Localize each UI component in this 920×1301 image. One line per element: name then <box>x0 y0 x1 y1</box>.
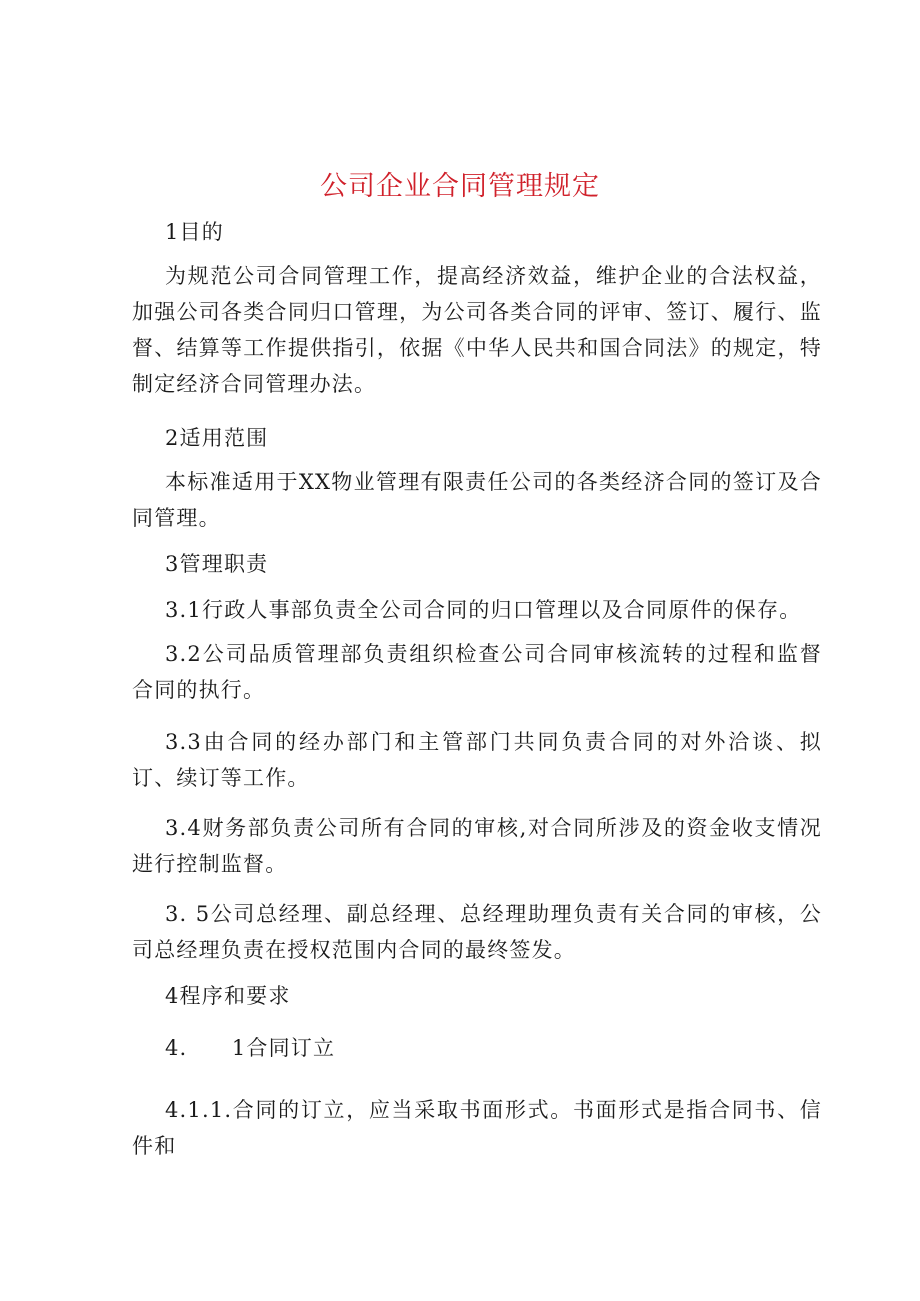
section-body-scope: 本标准适用于XX物业管理有限责任公司的各类经济合同的签订及合同管理。 <box>132 470 822 530</box>
section-heading-procedure: 4程序和要求 <box>165 984 291 1008</box>
clause-3-3: 3.3由合同的经办部门和主管部门共同负责合同的对外洽谈、拟订、续订等工作。 <box>132 730 822 790</box>
clause-3-2: 3.2公司品质管理部负责组织检查公司合同审核流转的过程和监督合同的执行。 <box>132 642 822 702</box>
document-title: 公司企业合同管理规定 <box>320 171 600 202</box>
section-heading-responsibilities: 3管理职责 <box>165 552 269 576</box>
subsection-heading-4-1: 4. 1合同订立 <box>165 1036 336 1060</box>
section-heading-purpose: 1目的 <box>165 220 224 244</box>
clause-3-4: 3.4财务部负责公司所有合同的审核,对合同所涉及的资金收支情况进行控制监督。 <box>132 816 822 876</box>
section-body-purpose: 为规范公司合同管理工作，提高经济效益，维护企业的合法权益，加强公司各类合同归口管理，为公司各类合同的评审、签订、履行、监督、结算等工作提供指引，依据《中华人民共和国合同法》的规定，特制定经济合同管理办法。 <box>132 264 822 396</box>
clause-3-5: 3. 5公司总经理、副总经理、总经理助理负责有关合同的审核，公司总经理负责在授权范围内合同的最终签发。 <box>132 902 822 962</box>
section-heading-scope: 2适用范围 <box>165 426 269 450</box>
clause-3-1: 3.1行政人事部负责全公司合同的归口管理以及合同原件的保存。 <box>165 598 802 622</box>
clause-4-1-1: 4.1.1.合同的订立，应当采取书面形式。书面形式是指合同书、信件和 <box>132 1098 822 1158</box>
